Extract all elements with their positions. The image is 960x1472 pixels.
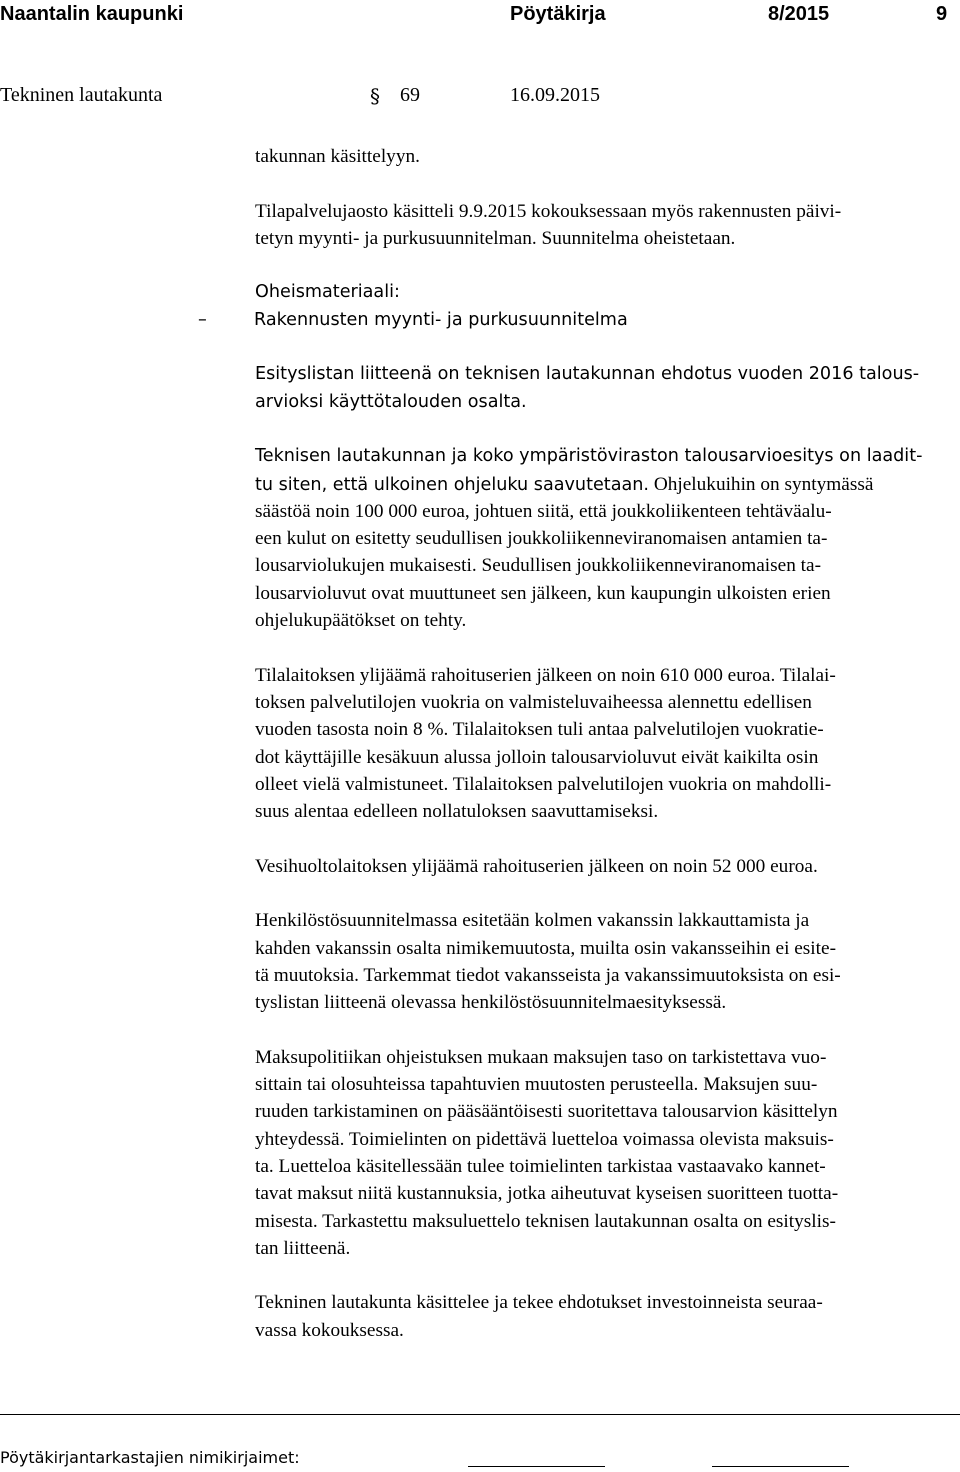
section-number: 69 [400, 84, 420, 106]
text-line: tu siten, että ulkoinen ohjeluku saavutetaan. Ohjelukuihin on syntymässä [255, 473, 874, 495]
text-line: lousarviolukujen mukaisesti. Seudullisen joukkoliikenneviranomaisen ta- [255, 555, 822, 577]
text-line: vuoden tasosta noin 8 %. Tilalaitoksen tuli antaa palvelutilojen vuokratie- [255, 719, 824, 741]
text-line: toksen palvelutilojen vuokria on valmisteluvaiheessa alennettu edellisen [255, 691, 812, 713]
text-line: suus alentaa edelleen nollatuloksen saavuttamiseksi. [255, 801, 659, 823]
paragraph-tilapalvelujaosto [255, 198, 953, 253]
paragraph-talousarvioesitys [255, 443, 953, 634]
committee-name: Tekninen lautakunta [0, 84, 163, 106]
text-line: Tekninen lautakunta käsittelee ja tekee ehdotukset investoinneista seuraa- [255, 1292, 823, 1314]
signatures-label: Pöytäkirjantarkastajien nimikirjaimet: [0, 1448, 300, 1467]
text-line: Tilapalvelujaosto käsitteli 9.9.2015 kokouksessaan myös rakennusten päivi- [255, 200, 842, 222]
section-mark: § [370, 84, 380, 108]
text-line: lousarvioluvut ovat muuttuneet sen jälkeen, kun kaupungin ulkoisten erien [255, 582, 831, 604]
text-line: sittain tai olosuhteissa tapahtuvien muutosten perusteella. Maksujen suu- [255, 1074, 818, 1096]
text-line: ruuden tarkistaminen on pääsääntöisesti suoritettava talousarvion käsittelyn [255, 1101, 838, 1123]
text-line: säästöä noin 100 000 euroa, johtuen siitä, että joukkoliikenteen tehtäväalu- [255, 500, 832, 522]
paragraph-investoinnit [255, 1289, 953, 1344]
page-number: 9 [936, 3, 948, 25]
signature-line-1 [468, 1466, 605, 1467]
text-line: takunnan käsittelyyn. [255, 146, 420, 167]
signature-line-2 [712, 1466, 849, 1467]
text-line: Teknisen lautakunnan ja koko ympäristöviraston talousarvioesitys on laadit- [255, 446, 923, 467]
paragraph-vesihuolto [255, 853, 953, 880]
text-line: Tilalaitoksen ylijäämä rahoituserien jälkeen on noin 610 000 euroa. Tilalai- [255, 664, 836, 686]
paragraph-esityslista [255, 361, 953, 416]
paragraph-continuation [255, 143, 953, 170]
attachments-section [198, 279, 953, 334]
text-line: tyslistan liitteenä olevassa henkilöstösuunnitelmaesityksessä. [255, 992, 727, 1014]
attachment-item [198, 307, 953, 334]
text-line: yhteydessä. Toimielinten on pidettävä luetteloa voimassa olevista maksuis- [255, 1128, 834, 1150]
text-line: tetyn myynti- ja purkusuunnitelman. Suunnitelma oheistetaan. [255, 227, 736, 249]
text-line: tä muutoksia. Tarkemmat tiedot vakansseista ja vakanssimuutoksista on esi- [255, 964, 841, 986]
paragraph-henkilosto [255, 907, 953, 1016]
footer-divider [0, 1414, 960, 1415]
text-line: Esityslistan liitteenä on teknisen lautakunnan ehdotus vuoden 2016 talous- [255, 364, 920, 385]
text-line: vassa kokouksessa. [255, 1319, 404, 1341]
text-line: kahden vakanssin osalta nimikemuutosta, muilta osin vakansseihin ei esite- [255, 937, 836, 959]
text-line: tan liitteenä. [255, 1237, 351, 1259]
text-line: ohjelukupäätökset on tehty. [255, 610, 467, 632]
document-type: Pöytäkirja [510, 3, 606, 25]
text-line: ta. Luetteloa käsitellessään tulee toimielinten tarkistaa vastaavako kannet- [255, 1155, 826, 1177]
meeting-date: 16.09.2015 [510, 84, 600, 106]
attachment-dash: – [198, 309, 207, 330]
text-line: misesta. Tarkastettu maksuluettelo teknisen lautakunnan osalta on esityslis- [255, 1210, 836, 1232]
issue-number: 8/2015 [768, 3, 830, 25]
text-line: arvioksi käyttötalouden osalta. [255, 391, 527, 412]
text-line: tavat maksut niitä kustannuksia, jotka aiheutuvat kyseisen suoritteen tuotta- [255, 1183, 839, 1205]
document-body [198, 143, 953, 1344]
attachments-heading: Oheismateriaali: [255, 282, 400, 303]
text-line: Vesihuoltolaitoksen ylijäämä rahoituserien jälkeen on noin 52 000 euroa. [255, 855, 818, 877]
text-line: dot käyttäjille kesäkuun alussa jolloin talousarvioluvut eivät kaikilta osin [255, 746, 819, 768]
attachment-link[interactable]: Rakennusten myynti- ja purkusuunnitelma [254, 309, 628, 330]
organization-name: Naantalin kaupunki [0, 3, 184, 25]
text-line: Maksupolitiikan ohjeistuksen mukaan maksujen taso on tarkistettava vuo- [255, 1046, 827, 1068]
paragraph-maksupolitiikka [255, 1044, 953, 1262]
text-line: Henkilöstösuunnitelmassa esitetään kolmen vakanssin lakkauttamista ja [255, 910, 810, 932]
paragraph-tilalaitos [255, 662, 953, 826]
text-line: olleet vielä valmistuneet. Tilalaitoksen palvelutilojen vuokria on mahdolli- [255, 773, 832, 795]
text-line: een kulut on esitetty seudullisen joukkoliikenneviranomaisen antamien ta- [255, 528, 828, 550]
